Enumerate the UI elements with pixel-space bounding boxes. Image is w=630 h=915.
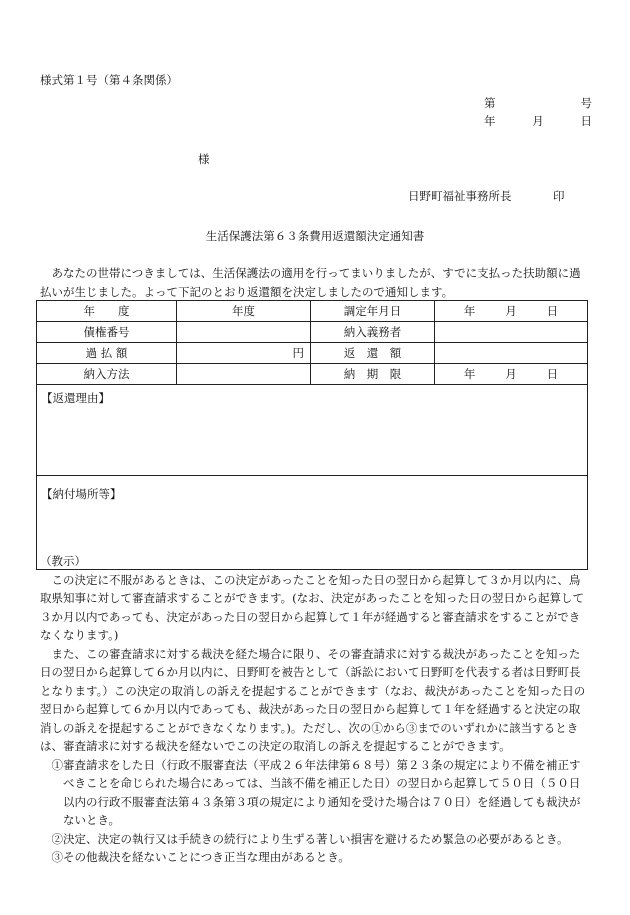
payment-place-box: 【納付場所等】 — [37, 476, 588, 570]
payment-method-value — [177, 364, 311, 385]
date-day: 日 — [580, 114, 592, 128]
table-row — [37, 322, 588, 343]
overpaid-value: 円 — [177, 343, 311, 364]
claim-number-value — [177, 322, 311, 343]
instruction-paragraph-1: この決定に不服があるときは、この決定があったことを知った日の翌日から起算して３か月以内に、鳥取県知事に対して審査請求することができます。(なお、決定があったことを知った日の翌日から起算して３か月以内であっても、決定があった日の翌日から起算して１年が経過すると審査請求をすることができなくなります。) — [40, 572, 584, 642]
due-year: 年 — [463, 367, 476, 381]
number-prefix: 第 — [484, 96, 496, 110]
due-month: 月 — [505, 367, 517, 381]
date-year: 年 — [484, 114, 496, 128]
document-title: 生活保護法第６３条費用返還額決定通知書 — [205, 229, 425, 243]
document-date — [484, 113, 592, 129]
instruction-item-2: ②決定、決定の執行又は手続きの続行により生ずる著しい損害を避けるため緊急の必要があるとき。 — [51, 831, 569, 846]
payment-method-label: 納入方法 — [37, 364, 177, 385]
payer-value — [435, 322, 588, 343]
seal-mark: 印 — [553, 189, 565, 203]
instruction-section — [40, 552, 590, 867]
decision-year: 年 — [463, 304, 476, 318]
decision-day: 日 — [546, 304, 559, 318]
decision-date-label: 調定年月日 — [311, 301, 435, 322]
due-date-value — [435, 364, 588, 385]
refund-reason-box: 【返還理由】 — [37, 385, 588, 476]
due-date-label: 納 期 限 — [311, 364, 435, 385]
table-row — [37, 301, 588, 322]
addressee-suffix: 様 — [198, 152, 210, 166]
table-row — [37, 364, 588, 385]
date-month: 月 — [532, 114, 544, 128]
table-row — [37, 343, 588, 364]
due-day: 日 — [546, 367, 559, 381]
intro-paragraph — [40, 264, 588, 301]
fiscal-year-label: 年 度 — [37, 301, 177, 322]
instruction-paragraph-2: また、この審査請求に対する裁決を経た場合に限り、その審査請求に対する裁決があったことを知った日の翌日から起算して６か月以内に、日野町を被告として（訴訟において日野町を代表する者は日野町長となります。）この決定の取消しの訴えを提起することができます（なお、裁決があったことを知った日の翌日から起算して６か月以内であっても、裁決があった日の翌日から起算して１年を経過すると決定の取消しの訴えを提起することができなくなります。)。ただし、次の①から③までのいずれかに該当するときは、審査請求に対する裁決を経ないでこの決定の取消しの訴えを提起することができます。 — [40, 646, 586, 753]
issuer-name: 日野町福祉事務所長 — [408, 189, 512, 203]
form-label: 様式第１号（第４条関係） — [40, 73, 178, 87]
decision-date-value — [435, 301, 588, 322]
claim-number-label: 債権番号 — [37, 322, 177, 343]
refund-label: 返 還 額 — [311, 343, 435, 364]
instruction-item-1: ①審査請求をした日（行政不服審査法（平成２６年法律第６８号）第２３条の規定により不備を補正すべきことを命じられた場合にあっては、当該不備を補正した日）の翌日から起算して５０日（５０日以内の行政不服審査法第４３条第３項の規定により通知を受けた場合は７０日）を経過しても裁決がないとき。 — [51, 757, 581, 827]
instruction-item-3: ③その他裁決を経ないことにつき正当な理由があるとき。 — [51, 850, 350, 864]
refund-info-table — [36, 300, 588, 570]
instruction-heading: （教示） — [40, 554, 86, 568]
table-row — [37, 385, 588, 476]
refund-value — [435, 343, 588, 364]
intro-text: あなたの世帯につきましては、生活保護法の適用を行ってまいりましたが、すでに支払った扶助額に過払いが生じました。よって下記のとおり返還額を決定しましたので通知します。 — [40, 266, 581, 299]
payer-label: 納入義務者 — [311, 322, 435, 343]
number-suffix: 号 — [580, 96, 592, 110]
document-number — [484, 95, 592, 111]
decision-month: 月 — [505, 304, 517, 318]
fiscal-year-value: 年度 — [177, 301, 311, 322]
overpaid-label: 過 払 額 — [37, 343, 177, 364]
